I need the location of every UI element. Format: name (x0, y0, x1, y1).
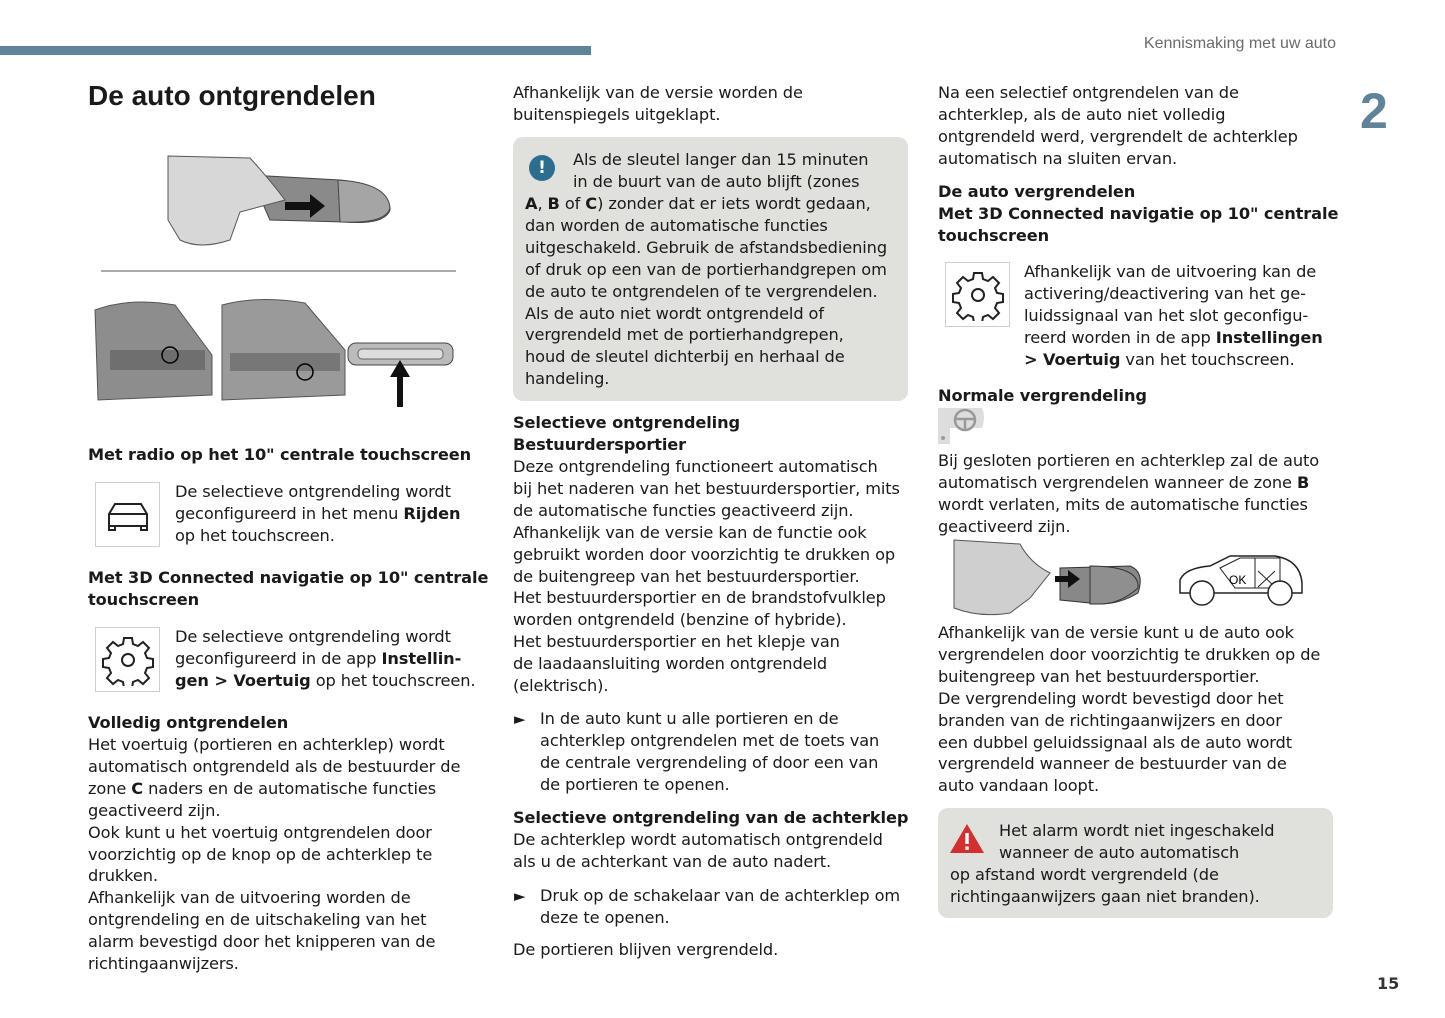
lock-illustrations (950, 538, 1310, 618)
car-rear-illustrations (90, 295, 460, 410)
text-segment: wordt verlaten, mits de automatische functies geactiveerd zijn. (938, 494, 1308, 536)
tailgate-relock-text: Na een selectief ontgrendelen van de achterklep, als de auto niet volledig ontgrendeld werd, vergrendelt de achterklep automatisch na sluiten ervan. (938, 83, 1298, 168)
warning-note (938, 808, 1333, 918)
page-number: 15 (1377, 974, 1400, 993)
text-segment: naders en de automatische functies geactiveerd zijn. Ook kunt u het voertuig ontgrendelen door voorzichtig op de knop op de achterklep te drukken. Afhankelijk van de uitvoering worden de ontgrendeling en de uitschakeling van het alarm bevestigd door het knipperen van de richtingaanwijzers. (88, 778, 437, 974)
bold-text-segment: A (525, 194, 538, 213)
bold-text-segment: Rijden (403, 503, 461, 523)
info-note-text (525, 193, 887, 390)
selective-heading: Selectieve ontgrendeling Bestuurdersportier (513, 413, 741, 454)
radio-text (175, 481, 460, 547)
lock-heading: De auto vergrendelen Met 3D Connected navigatie op 10" centrale touchscreen (938, 182, 1339, 245)
selective-text: Deze ontgrendeling functioneert automatisch bij het naderen van het bestuurdersportier, mits de automatische functies geactiveerd zijn. Afhankelijk van de versie kan de functie ook gebruikt worden door voorzichtig te drukken op de buitengreep van het bestuurdersportier. Het bestuurdersportier en de brandstofvulklep worden ontgrendeld (benzine of hybride). Het bestuurdersportier en het klepje van de laadaansluiting worden ontgrendeld (elektrisch). (513, 457, 900, 696)
bold-text-segment: B (1296, 472, 1310, 492)
bold-text-segment: Instellingen > Voertuig (1024, 327, 1323, 369)
chapter-number: 2 (1360, 83, 1388, 139)
manual-lock-text: Afhankelijk van de versie kunt u de auto ook vergrendelen door voorzichtig te drukken op de buitengreep van het bestuurdersportier. De vergrendeling wordt bevestigd door het branden van de richtingaanwijzers en door een dubbel geluidssignaal als de auto wordt vergrendeld wanneer de bestuurder van de auto vandaan loopt. (938, 623, 1321, 796)
gear-icon-box (945, 262, 1010, 327)
car-icon (105, 498, 151, 532)
bullet-arrow-icon: ► (514, 710, 526, 728)
warning-triangle-icon (949, 822, 985, 854)
gear-icon (952, 269, 1004, 321)
radio-heading: Met radio op het 10" centrale touchscreen (88, 445, 472, 464)
text-segment: Afhankelijk van de uitvoering kan de activering/deactivering van het ge- luidssignaal van het slot geconfigu- reerd worden in de app (1024, 262, 1317, 347)
text-segment: De selectieve ontgrendeling wordt geconfigureerd in de app (175, 627, 451, 668)
text-segment: op het touchscreen. (175, 525, 335, 545)
bold-text-segment: B (547, 194, 560, 213)
ok-label: OK (1229, 573, 1247, 587)
text-segment: Het voertuig (portieren en achterklep) wordt automatisch ontgrendeld als de bestuurder de zone (88, 735, 461, 798)
nav-heading: Met 3D Connected navigatie op 10" centrale touchscreen (88, 568, 489, 609)
tailgate-heading: Selectieve ontgrendeling van de achterklep (513, 808, 909, 827)
nav-text (175, 626, 475, 692)
header-bar (0, 46, 591, 55)
text-segment: , (537, 194, 548, 213)
closing-text: De portieren blijven vergrendeld. (513, 940, 779, 959)
text-segment: ) zonder dat er iets wordt gedaan, dan worden de automatische functies uitgeschakeld. Gebruik de afstandsbediening of druk op een van de portierhandgrepen om de auto te ontgrendelen of te vergrendelen. Als de auto niet wordt ontgrendeld of vergrendeld met de portierhandgrepen, houd de sleutel dichterbij en herhaal de handeling. (525, 194, 888, 389)
steering-wheel-icon (938, 408, 988, 444)
normal-lock-text (938, 450, 1319, 538)
normal-lock-heading: Normale vergrendeling (938, 386, 1147, 405)
gear-icon (102, 634, 154, 686)
divider (101, 270, 456, 272)
lock-text (1024, 261, 1323, 371)
text-segment: De selectieve ontgrendeling wordt geconfigureerd in het menu (175, 482, 451, 523)
bold-text-segment: C (131, 778, 144, 798)
bullet-text-1: In de auto kunt u alle portieren en de achterklep ontgrendelen met de toets van de centrale vergrendeling of door een van de portieren te openen. (540, 709, 880, 794)
running-title: Kennismaking met uw auto (1143, 35, 1336, 52)
full-unlock-heading: Volledig ontgrendelen (88, 713, 289, 732)
bullet-arrow-icon: ► (514, 887, 526, 905)
car-icon-box (95, 482, 160, 547)
info-note (513, 137, 908, 401)
warning-first: Het alarm wordt niet ingeschakeld wanneer de auto automatisch (999, 821, 1275, 862)
text-segment: van het touchscreen. (1120, 349, 1295, 369)
info-note-first: Als de sleutel langer dan 15 minuten in de buurt van de auto blijft (zones (573, 150, 869, 191)
page-title: De auto ontgrendelen (88, 80, 376, 111)
text-segment: of (559, 194, 586, 213)
text-segment: op het touchscreen. (310, 670, 476, 690)
bold-text-segment: Instellin- gen > Voertuig (175, 648, 462, 690)
key-handle-illustration (160, 150, 400, 255)
warning-text: op afstand wordt vergrendeld (de richtingaanwijzers gaan niet branden). (950, 865, 1260, 906)
gear-icon-box (95, 627, 160, 692)
full-unlock-text (88, 734, 460, 975)
text-segment: Bij gesloten portieren en achterklep zal de auto automatisch vergrendelen wanneer de zone (938, 451, 1320, 492)
tailgate-text: De achterklep wordt automatisch ontgrendeld als u de achterkant van de auto nadert. (513, 830, 883, 871)
bullet-text-2: Druk op de schakelaar van de achterklep om deze te openen. (540, 886, 901, 927)
bold-text-segment: C (585, 194, 598, 213)
info-icon: ! (529, 155, 555, 181)
mirrors-text: Afhankelijk van de versie worden de buitenspiegels uitgeklapt. (513, 83, 803, 124)
